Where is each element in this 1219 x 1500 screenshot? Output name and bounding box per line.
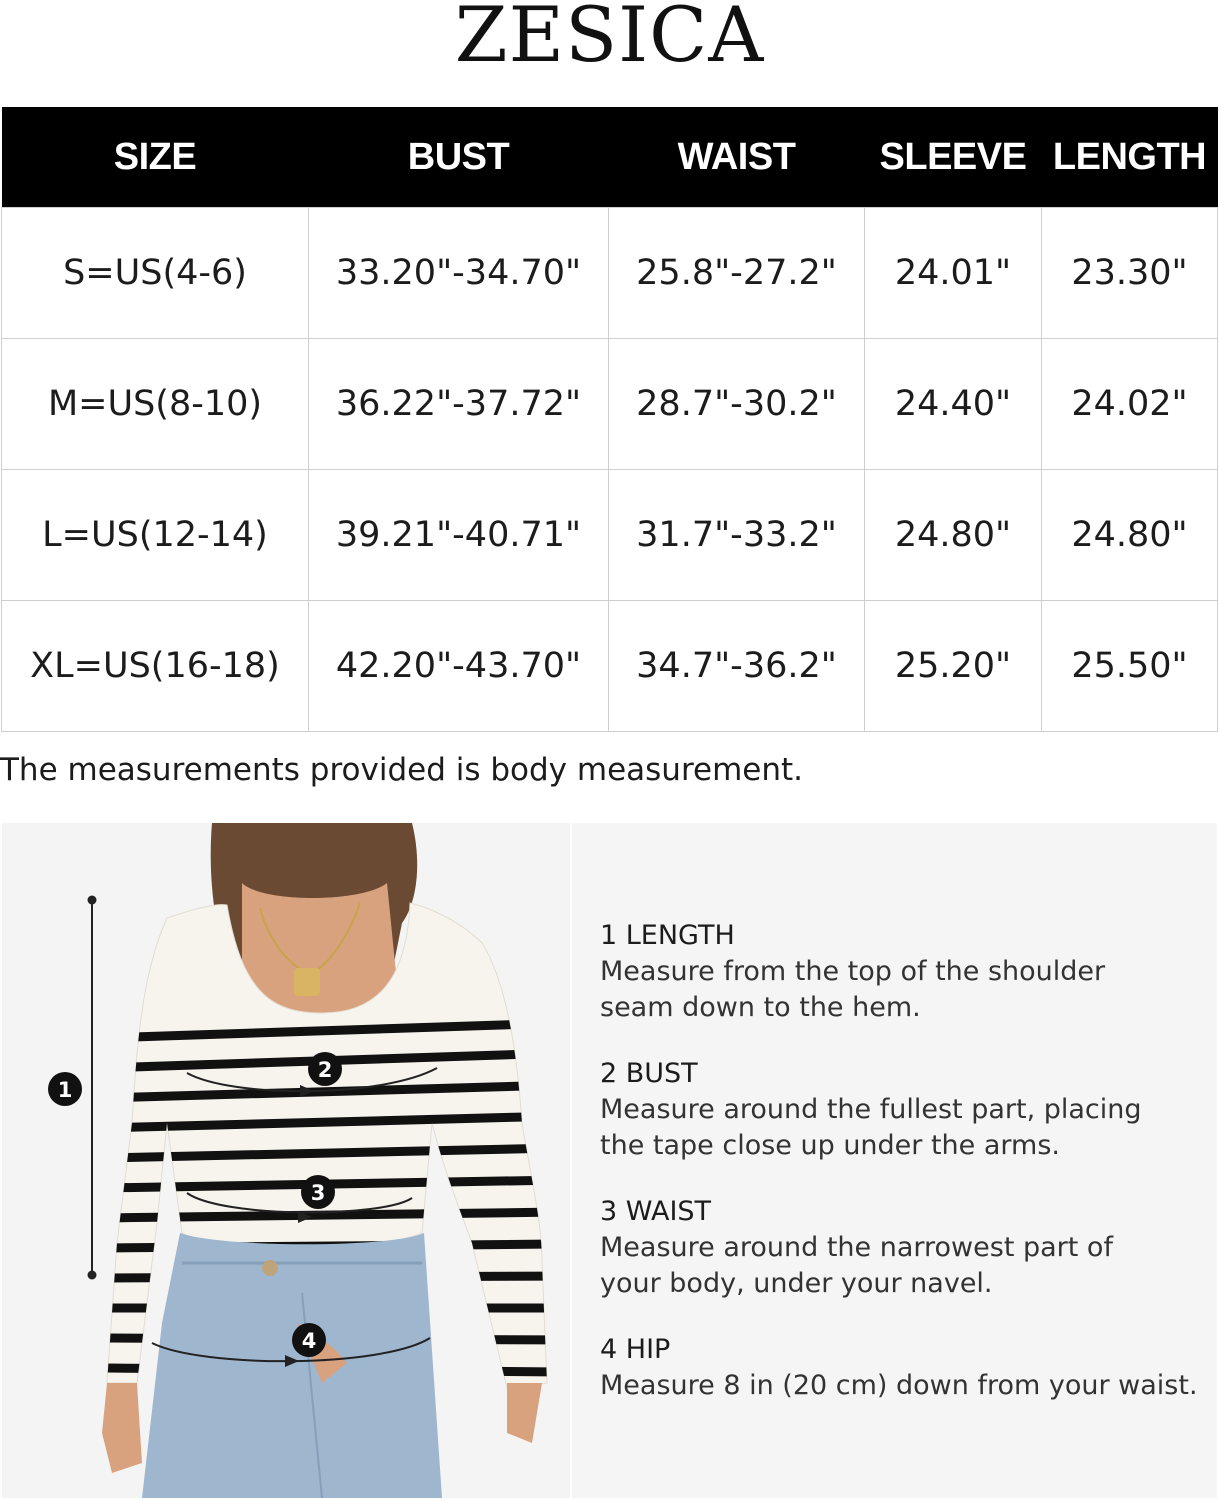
cell-sleeve: 24.01" [865,208,1042,339]
cell-sleeve: 24.40" [865,339,1042,470]
table-row [2,470,1218,601]
marker-1-icon [48,1072,82,1106]
step-text: the tape close up under the arms. [600,1130,1060,1161]
header-waist: WAIST [609,107,865,208]
marker-3-icon [301,1175,335,1209]
brand-logo: ZESICA [454,0,765,79]
measurement-note: The measurements provided is body measurement. [0,752,804,788]
measurement-guide-panel [572,823,1217,1498]
table-row [2,339,1218,470]
cell-waist: 28.7"-30.2" [609,339,865,470]
model-figure-panel [2,823,570,1498]
step-text: your body, under your navel. [600,1268,993,1299]
cell-size: M=US(8-10) [2,339,309,470]
marker-4-icon [292,1323,326,1357]
marker-2-icon [308,1052,342,1086]
cell-sleeve: 24.80" [865,470,1042,601]
measurement-steps [600,918,1210,1434]
header-length: LENGTH [1042,107,1218,208]
cell-bust: 42.20"-43.70" [309,601,609,732]
step-text: seam down to the hem. [600,992,921,1023]
step-title: 1 LENGTH [600,920,735,951]
size-chart-table [1,107,1218,732]
header-bust: BUST [309,107,609,208]
table-row [2,208,1218,339]
table-header-row [2,107,1218,208]
step-hip [600,1332,1210,1404]
step-text: Measure from the top of the shoulder [600,956,1106,987]
svg-text:1: 1 [57,1078,73,1102]
cell-length: 25.50" [1042,601,1218,732]
step-text: Measure around the narrowest part of [600,1232,1113,1263]
cell-size: L=US(12-14) [2,470,309,601]
svg-text:3: 3 [310,1181,326,1205]
cell-waist: 25.8"-27.2" [609,208,865,339]
cell-bust: 36.22"-37.72" [309,339,609,470]
step-text: Measure 8 in (20 cm) down from your waist. [600,1370,1198,1401]
cell-waist: 31.7"-33.2" [609,470,865,601]
cell-length: 24.02" [1042,339,1218,470]
cell-size: S=US(4-6) [2,208,309,339]
step-waist [600,1194,1210,1302]
step-bust [600,1056,1210,1164]
step-title: 2 BUST [600,1058,698,1089]
cell-waist: 34.7"-36.2" [609,601,865,732]
cell-sleeve: 25.20" [865,601,1042,732]
header-size: SIZE [2,107,309,208]
header-sleeve: SLEEVE [865,107,1042,208]
step-title: 3 WAIST [600,1196,712,1227]
cell-length: 24.80" [1042,470,1218,601]
svg-text:2: 2 [317,1058,333,1082]
jeans [142,1233,442,1498]
svg-text:4: 4 [301,1329,317,1353]
table-row [2,601,1218,732]
step-length [600,918,1210,1026]
cell-bust: 33.20"-34.70" [309,208,609,339]
cell-length: 23.30" [1042,208,1218,339]
cell-size: XL=US(16-18) [2,601,309,732]
cell-bust: 39.21"-40.71" [309,470,609,601]
model-illustration [2,823,570,1498]
step-text: Measure around the fullest part, placing [600,1094,1142,1125]
step-title: 4 HIP [600,1334,671,1365]
